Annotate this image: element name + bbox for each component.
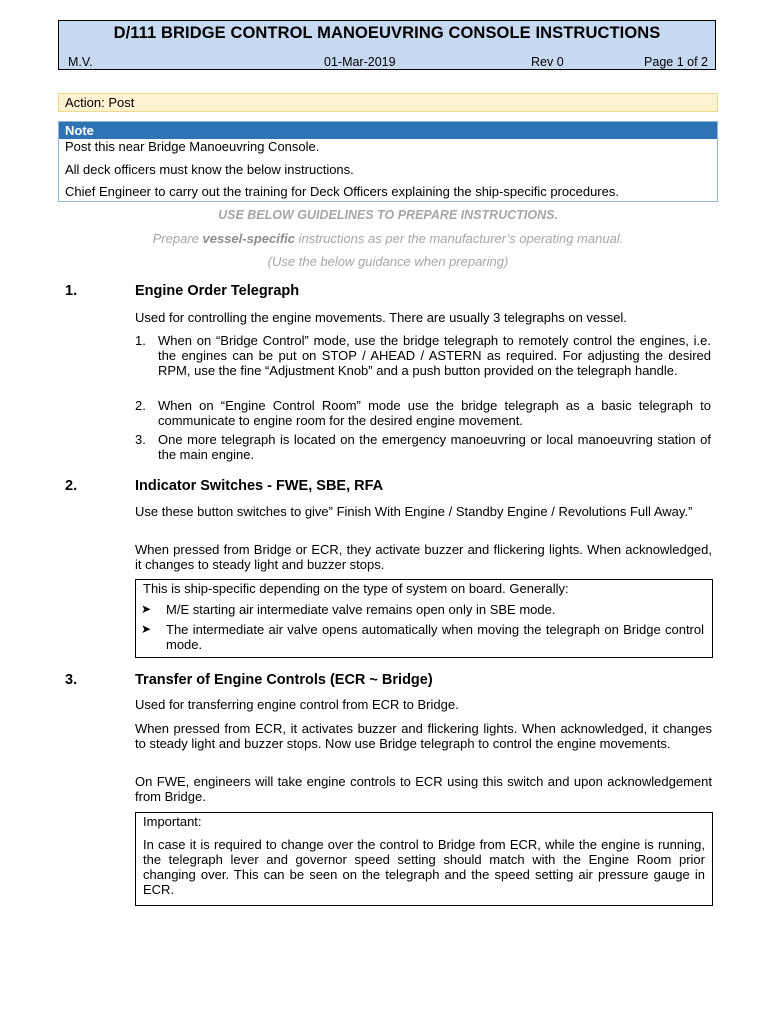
list-item-number: 1. <box>135 333 146 348</box>
guidelines-prepare-post: instructions as per the manufacturer’s operating manual. <box>295 231 624 246</box>
guidelines-prepare-pre: Prepare <box>152 231 203 246</box>
section-1-intro: Used for controlling the engine movements. There are usually 3 telegraphs on vessel. <box>135 310 627 325</box>
section-2-info-box <box>135 579 713 658</box>
important-box <box>135 812 713 906</box>
vessel-name: M.V. <box>68 55 93 69</box>
note-line: All deck officers must know the below instructions. <box>65 162 354 177</box>
guidelines-guidance: (Use the below guidance when preparing) <box>267 254 509 269</box>
section-2-number: 2. <box>65 478 78 494</box>
section-3-para: When pressed from ECR, it activates buzzer and flickering lights. When acknowledged, it changes to steady light and buzzer stops. Now use Bridge telegraph to control the engine movements. <box>135 721 712 751</box>
section-3-para: On FWE, engineers will take engine controls to ECR using this switch and upon acknowledgement from Bridge. <box>135 774 712 804</box>
document-header <box>58 20 716 70</box>
document-title: D/111 BRIDGE CONTROL MANOEUVRING CONSOLE INSTRUCTIONS <box>113 24 661 42</box>
important-text: In case it is required to change over the control to Bridge from ECR, while the engine is running, the telegraph lever and governor speed setting should match with the Engine Room prior changing over. This can be seen on the telegraph and the speed setting air pressure gauge in ECR. <box>143 837 705 897</box>
list-item-text: When on “Bridge Control” mode, use the bridge telegraph to remotely control the engines, i.e. the engines can be put on STOP / AHEAD / ASTERN as required. For adjusting the desired RPM, use the fine “Adjustment Knob” and a push button provided on the telegraph handle. <box>158 333 711 378</box>
action-banner: Action: Post <box>58 93 718 112</box>
note-line: Chief Engineer to carry out the training for Deck Officers explaining the ship-specific procedures. <box>65 184 619 199</box>
section-3-title: Transfer of Engine Controls (ECR ~ Bridge) <box>135 672 433 688</box>
document-date: 01-Mar-2019 <box>324 55 396 69</box>
note-box <box>58 121 718 202</box>
section-3-number: 3. <box>65 672 78 688</box>
info-box-bullet: M/E starting air intermediate valve remains open only in SBE mode. <box>166 602 556 617</box>
section-2-para: When pressed from Bridge or ECR, they activate buzzer and flickering lights. When acknowledged, it changes to steady light and buzzer stops. <box>135 542 712 572</box>
section-1-number: 1. <box>65 283 78 299</box>
section-1-title: Engine Order Telegraph <box>135 283 300 299</box>
note-line: Post this near Bridge Manoeuvring Console. <box>65 139 320 154</box>
info-box-intro: This is ship-specific depending on the type of system on board. Generally: <box>143 581 569 596</box>
note-title: Note <box>59 122 717 139</box>
guidelines-heading: USE BELOW GUIDELINES TO PREPARE INSTRUCTIONS. <box>218 208 558 222</box>
list-item-number: 3. <box>135 432 146 447</box>
revision-number: Rev 0 <box>531 55 564 69</box>
list-item-text: When on “Engine Control Room” mode use the bridge telegraph as a basic telegraph to communicate to engine room for the desired engine movement. <box>158 398 711 428</box>
guidelines-prepare <box>58 231 718 246</box>
list-item-text: One more telegraph is located on the emergency manoeuvring or local manoeuvring station of the main engine. <box>158 432 711 462</box>
list-item-number: 2. <box>135 398 146 413</box>
section-2-title: Indicator Switches - FWE, SBE, RFA <box>135 478 384 494</box>
arrow-bullet-icon: ➤ <box>141 602 152 616</box>
important-heading: Important: <box>143 814 202 829</box>
page-number: Page 1 of 2 <box>644 55 708 69</box>
info-box-bullet: The intermediate air valve opens automatically when moving the telegraph on Bridge control mode. <box>166 622 704 652</box>
section-3-para: Used for transferring engine control from ECR to Bridge. <box>135 697 459 712</box>
guidelines-prepare-bold: vessel-specific <box>202 231 296 246</box>
arrow-bullet-icon: ➤ <box>141 622 152 636</box>
section-2-para: Use these button switches to give” Finish With Engine / Standby Engine / Revolutions Full Away.” <box>135 504 693 519</box>
